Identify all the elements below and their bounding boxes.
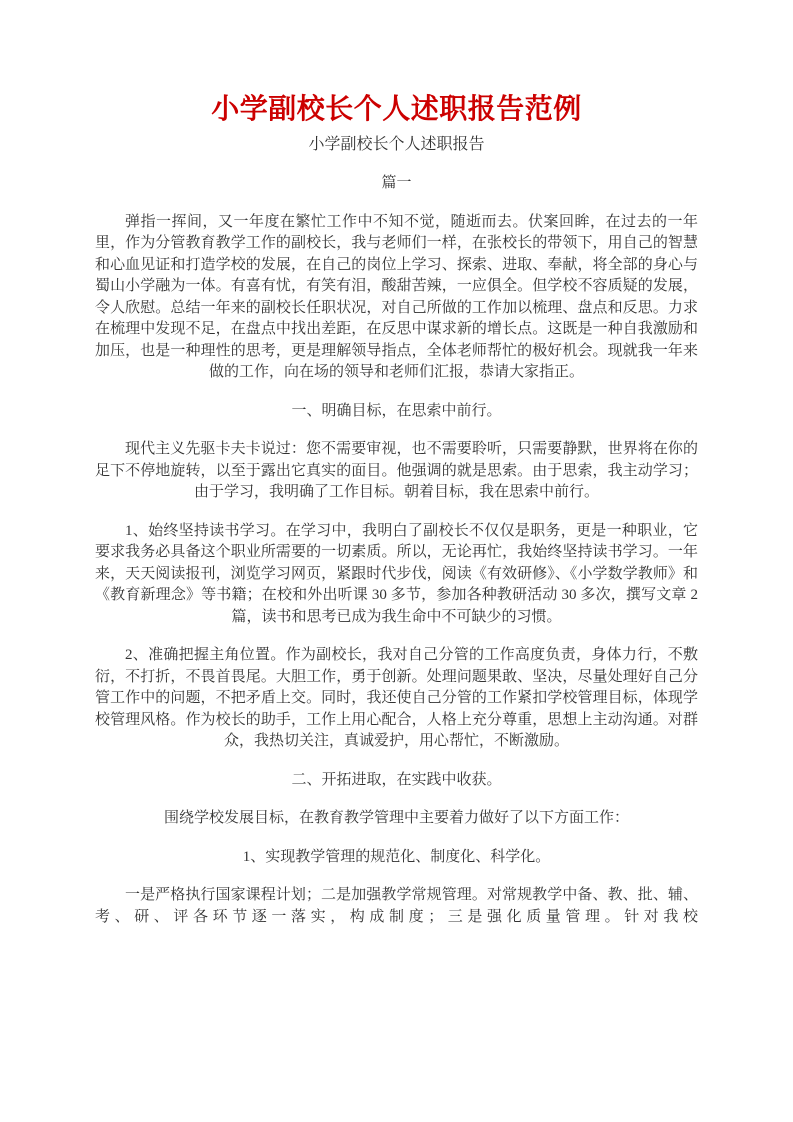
paragraph: 弹指一挥间，又一年度在繁忙工作中不知不觉，随逝而去。伏案回眸，在过去的一年里，作为分管教育教学工作的副校长，我与老师们一样，在张校长的带领下，用自己的智慧和心血见证和打造学校的发展，在自己的岗位上学习、探索、进取、奉献，将全部的身心与蜀山小学融为一体。有喜有忧，有笑有泪，酸甜苦辣，一应俱全。但学校不容质疑的发展，令人欣慰。总结一年来的副校长任职状况，对自己所做的工作加以梳理、盘点和反思。力求在梳理中发现不足，在盘点中找出差距，在反思中谋求新的增长点。这既是一种自我激励和加压，也是一种理性的思考，更是理解领导指点，全体老师帮忙的极好机会。现就我一年来做的工作，向在场的领导和老师们汇报，恭请大家指正。 (95, 213, 698, 380)
centered-line: 1、实现教学管理的规范化、制度化、科学化。 (242, 848, 551, 865)
paragraph: 一是严格执行国家课程计划；二是加强教学常规管理。对常规教学中备、教、批、辅、考、研、评各环节逐一落实，构成制度；三是强化质量管理。针对我校 (95, 887, 698, 925)
document-body (95, 173, 698, 928)
paragraph: 现代主义先驱卡夫卡说过：您不需要审视，也不需要聆听，只需要静默，世界将在你的足下不停地旋转，以至于露出它真实的面目。他强调的就是思索。由于思索，我主动学习；由于学习，我明确了工作目标。朝着目标，我在思索中前行。 (95, 441, 698, 500)
centered-line: 围绕学校发展目标，在教育教学管理中主要着力做好了以下方面工作： (163, 810, 629, 826)
document-title: 小学副校长个人述职报告范例 (211, 94, 582, 125)
centered-line: 一、明确目标，在思索中前行。 (291, 402, 502, 419)
centered-line: 篇一 (381, 175, 412, 191)
document-subtitle: 小学副校长个人述职报告 (308, 136, 485, 153)
paragraph: 1、始终坚持读书学习。在学习中，我明白了副校长不仅仅是职务，更是一种职业，它要求我务必具备这个职业所需要的一切素质。所以，无论再忙，我始终坚持读书学习。一年来，天天阅读报刊，浏览学习网页，紧跟时代步伐，阅读《有效研修》、《小学数学教师》和《教育新理念》等书籍；在校和外出听课 30 多节，参加各种教研活动 30 多次，撰写文章 2 篇，读书和思考已成为我生命中不可缺少的习惯。 (95, 522, 698, 625)
paragraph: 2、准确把握主角位置。作为副校长，我对自己分管的工作高度负责，身体力行，不敷衍，不打折，不畏首畏尾。大胆工作，勇于创新。处理问题果敢、坚决，尽量处理好自己分管工作中的问题，不把矛盾上交。同时，我还使自己分管的工作紧扣学校管理目标，体现学校管理风格。作为校长的助手，工作上用心配合，人格上充分尊重，思想上主动沟通。对群众，我热切关注，真诚爱护，用心帮忙，不断激励。 (95, 647, 698, 749)
centered-line: 二、开拓进取，在实践中收获。 (291, 771, 502, 788)
